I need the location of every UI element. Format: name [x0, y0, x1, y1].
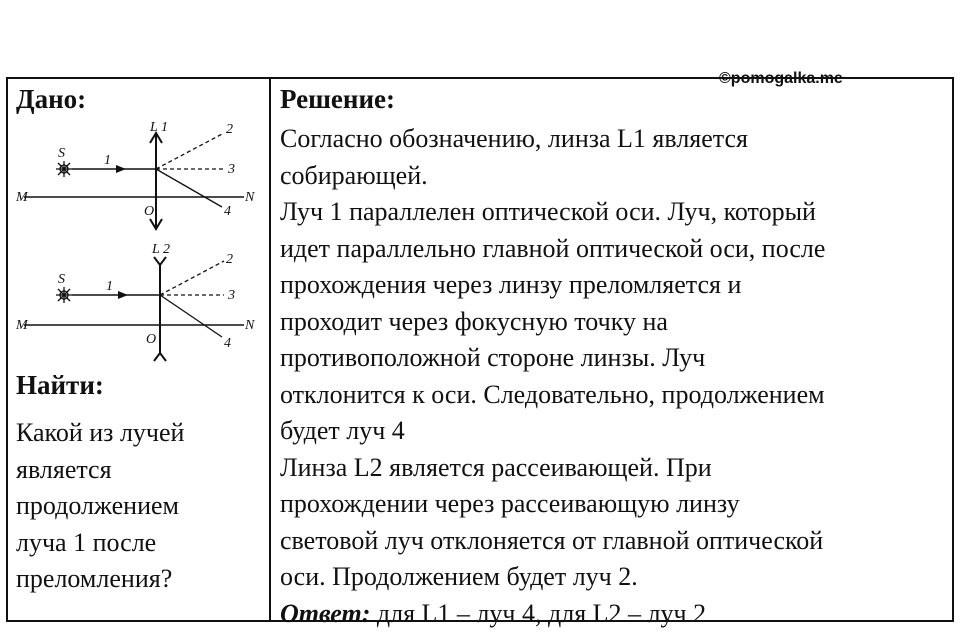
- solution-table: [6, 77, 954, 622]
- axis-left-label: M: [16, 318, 29, 333]
- find-question: [16, 415, 256, 598]
- solution-line: отклонится к оси. Следовательно, продолжением: [280, 377, 950, 414]
- ray-2: [156, 133, 224, 169]
- solution-line: противоположной стороне линзы. Луч: [280, 340, 950, 377]
- ray-4: [160, 295, 222, 337]
- question-line: является: [16, 452, 256, 489]
- ray-1-label: 1: [106, 279, 113, 294]
- lens-bottom-fork: [154, 353, 166, 361]
- light-source-icon: [56, 287, 72, 303]
- solution-line: Согласно обозначению, линза L1 является: [280, 121, 950, 158]
- incident-ray-arrow: [116, 165, 126, 173]
- solution-line: будет луч 4: [280, 413, 950, 450]
- question-line: продолжением: [16, 488, 256, 525]
- solution-line: оси. Продолжением будет луч 2.: [280, 559, 950, 596]
- answer-text: для L1 – луч 4, для L2 – луч 2: [370, 599, 706, 628]
- lens-label: L 2: [151, 243, 170, 257]
- given-column: [16, 83, 262, 367]
- solution-line: проходит через фокусную точку на: [280, 304, 950, 341]
- center-label: O: [146, 332, 156, 347]
- solution-line: Линза L2 является рассеивающей. При: [280, 450, 950, 487]
- answer-label: Ответ:: [280, 599, 370, 628]
- light-source-icon: [56, 161, 72, 177]
- question-line: Какой из лучей: [16, 415, 256, 452]
- solution-line: Луч 1 параллелен оптической оси. Луч, который: [280, 194, 950, 231]
- solution-heading: Решение:: [280, 83, 950, 115]
- question-line: луча 1 после: [16, 525, 256, 562]
- converging-lens-diagram: [16, 119, 256, 239]
- solution-column: [280, 83, 950, 632]
- ray-3-label: 3: [227, 288, 235, 303]
- solution-line: прохождении через рассеивающую линзу: [280, 486, 950, 523]
- axis-right-label: N: [244, 190, 255, 205]
- axis-left-label: M: [16, 190, 29, 205]
- ray-3-label: 3: [227, 162, 235, 177]
- source-label: S: [58, 272, 65, 287]
- find-heading: Найти:: [16, 369, 104, 401]
- source-label: S: [58, 146, 65, 161]
- incident-ray-arrow: [118, 291, 128, 299]
- watermark: ©pomogalka.me: [719, 70, 843, 88]
- ray-2-label: 2: [226, 122, 233, 137]
- axis-right-label: N: [244, 318, 255, 333]
- ray-4: [156, 169, 222, 207]
- ray-1-label: 1: [104, 153, 111, 168]
- solution-line: световой луч отклоняется от главной оптической: [280, 523, 950, 560]
- diverging-lens-diagram: [16, 243, 256, 367]
- solution-line: прохождения через линзу преломляется и: [280, 267, 950, 304]
- column-divider: [269, 79, 271, 620]
- ray-4-label: 4: [224, 204, 231, 219]
- ray-2-label: 2: [226, 252, 233, 267]
- given-heading: Дано:: [16, 83, 262, 115]
- question-line: преломления?: [16, 561, 256, 598]
- solution-line: собирающей.: [280, 158, 950, 195]
- lens-label: L 1: [149, 120, 168, 135]
- solution-line: идет параллельно главной оптической оси, после: [280, 231, 950, 268]
- ray-2: [160, 261, 224, 295]
- lens-top-fork: [154, 257, 166, 265]
- ray-4-label: 4: [224, 336, 231, 351]
- center-label: O: [144, 204, 154, 219]
